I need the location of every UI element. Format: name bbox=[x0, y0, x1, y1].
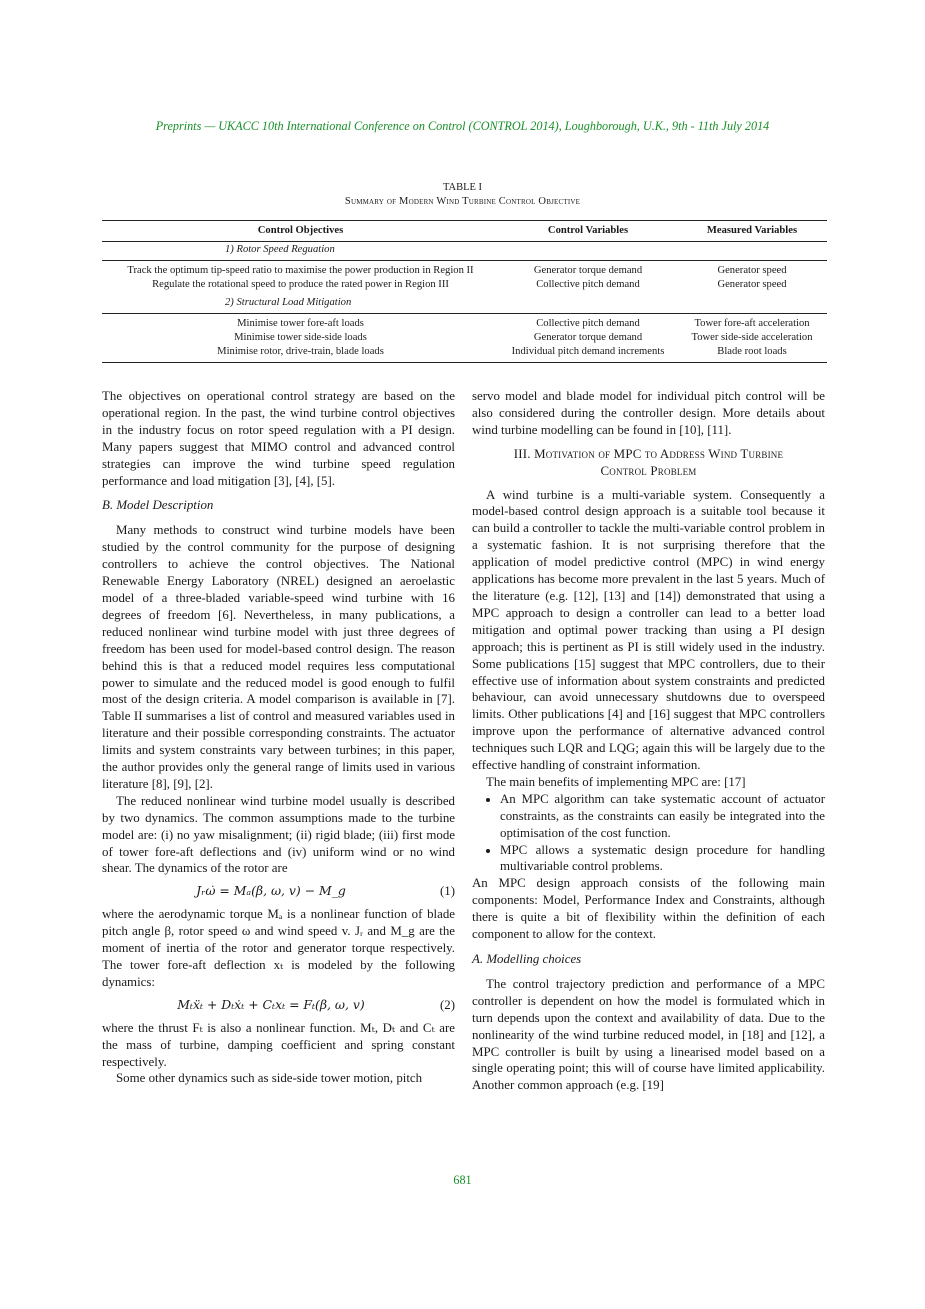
section-heading-line: III. Motivation of MPC to Address Wind Turbine bbox=[513, 446, 784, 461]
table-cell: Track the optimum tip-speed ratio to maximise the power production in Region II bbox=[127, 265, 474, 276]
paragraph: The reduced nonlinear wind turbine model usually is described by two dynamics. The common assumptions made to the turbine model are: (i) no yaw misalignment; (ii) rigid blade; (iii) first mode of tower fore-aft deflections and (iv) uniform wind or no wind shear. The dynamics of the rotor are bbox=[102, 793, 455, 876]
paragraph: An MPC design approach consists of the following main components: Model, Performance Index and Constraints, although there is quite a bit of flexibility within the definition of each component to allow for the context. bbox=[472, 876, 825, 942]
section-heading-line: Control Problem bbox=[600, 463, 697, 478]
table-title: Summary of Modern Wind Turbine Control Objective bbox=[344, 196, 581, 207]
table-label: TABLE I bbox=[442, 182, 483, 193]
subsection-heading: A. Modelling choices bbox=[472, 952, 582, 966]
paragraph: where the aerodynamic torque Mₐ is a nonlinear function of blade pitch angle β, rotor speed ω and wind speed v. Jᵣ and M_g are the moment of inertia of the rotor and generator torque respectively. The tower fore-aft deflection xₜ is modeled by the following dynamics: bbox=[102, 907, 455, 989]
paragraph: Many methods to construct wind turbine models have been studied by the control community for the purpose of designing controllers to achieve the control objectives. The National Renewable Energy Laboratory (NREL) designed an aeroelastic model of a three-bladed variable-speed wind turbine with 16 degrees of freedom [6]. Nevertheless, in many publications, a reduced nonlinear wind turbine model with just three degrees of freedom has been used for model-based control design. The reason behind this is that a reduced model requires less computational power to simulate and the reduced model is good enough to fulfil most of the design criteria. A model comparison is available in [7]. Table II summarises a list of control and measured variables used in literature and their possible corresponding constraints. The actuator limits and system constraints vary between turbines; in this paper, the author provides only the general range of limits used in various literature [8], [9], [2]. bbox=[102, 523, 455, 791]
table-row bbox=[102, 317, 827, 331]
equation-text: Jᵣω̇ = Mₐ(β, ω, v) − M_g bbox=[196, 883, 346, 899]
table-row bbox=[102, 331, 827, 345]
equation-1 bbox=[102, 883, 455, 900]
running-header: Preprints — UKACC 10th International Conference on Control (CONTROL 2014), Loughborough, U.K., 9th - 11th July 2014 bbox=[155, 119, 770, 133]
left-column bbox=[102, 388, 455, 1087]
table-cell: Tower fore-aft acceleration bbox=[694, 318, 810, 329]
table-cell: Minimise tower fore-aft loads bbox=[237, 318, 364, 329]
table-row bbox=[102, 345, 827, 359]
column-header: Control Objectives bbox=[257, 225, 344, 236]
equation-number: (1) bbox=[439, 884, 455, 899]
paragraph: The objectives on operational control strategy are based on the operational region. In the past, the wind turbine control objectives in the industry focus on rotor speed regulation with a PI design. Many papers suggest that MIMO control and advanced control strategies can improve the wind turbine speed regulation performance and load mitigation [3], [4], [5]. bbox=[102, 389, 455, 488]
paragraph: servo model and blade model for individual pitch control will be also considered during the controller design. More details about wind turbine modelling can be found in [10], [11]. bbox=[472, 389, 825, 437]
section-title-text: 1) Rotor Speed Reguation bbox=[225, 244, 335, 255]
table-cell: Tower side-side acceleration bbox=[691, 332, 813, 343]
table-section-title bbox=[102, 295, 827, 313]
table-cell: Blade root loads bbox=[717, 346, 787, 357]
table-group bbox=[102, 314, 827, 362]
objectives-table bbox=[102, 220, 827, 363]
right-column bbox=[472, 388, 825, 1094]
equation-number: (2) bbox=[439, 997, 455, 1012]
equation-text: Mₜẍₜ + Dₜẋₜ + Cₜxₜ = Fₜ(β, ω, v) bbox=[177, 996, 365, 1012]
table-cell: Regulate the rotational speed to produce the rated power in Region III bbox=[152, 279, 449, 290]
table-section-title bbox=[102, 242, 827, 260]
table-cell: Generator speed bbox=[717, 265, 787, 276]
paragraph: Some other dynamics such as side-side tower motion, pitch bbox=[116, 1071, 423, 1086]
column-header: Control Variables bbox=[547, 225, 629, 236]
table-header-row bbox=[102, 221, 827, 241]
table-cell: Generator torque demand bbox=[533, 265, 643, 276]
table-caption bbox=[0, 181, 925, 209]
paragraph: The control trajectory prediction and performance of a MPC controller is dependent on how the model is formulated which in turn depends upon the context and availability of data. Due to the nonlinearity of the wind turbine reduced model, in [18] and [12], a MPC controller is built by using a linearised model based on a single operating point; this will of course have limited applicability. Another common approach (e.g. [19] bbox=[472, 976, 825, 1093]
table-cell: Collective pitch demand bbox=[536, 318, 640, 329]
list-item: • MPC allows a systematic design procedure for handling multivariable control problems. bbox=[500, 842, 825, 876]
column-header: Measured Variables bbox=[706, 225, 798, 236]
table-row bbox=[102, 278, 827, 292]
table-cell: Collective pitch demand bbox=[536, 279, 640, 290]
table-cell: Generator speed bbox=[717, 279, 787, 290]
section-heading bbox=[472, 446, 825, 480]
table-row bbox=[102, 264, 827, 278]
page-number: 681 bbox=[453, 1173, 472, 1187]
subsection-heading: B. Model Description bbox=[102, 498, 214, 513]
table-group bbox=[102, 261, 827, 295]
table-cell: Minimise rotor, drive-train, blade loads bbox=[217, 346, 384, 357]
list-item: • An MPC algorithm can take systematic account of actuator constraints, as the constraints can easily be integrated into the optimisation of the cost function. bbox=[500, 791, 825, 842]
paragraph: A wind turbine is a multi-variable system. Consequently a model-based control design approach is a suitable tool because it can build a controller to tackle the multi-variable control problem in a systematic fashion. It is not surprising therefore that the application of model predictive control (MPC) in wind energy applications has become more prevalent in the last 5 years. Much of the literature (e.g. [12], [13] and [14]) demonstrated that using a MPC approach to design a controller can lead to a better load mitigation and optimal power tracking than using a PI design approach; this is pertinent as PI is still widely used in the industry. Some publications [15] suggest that MPC controllers, due to their effective use of information about system constraints and predicted behaviour, can avoid unnecessary shutdowns due to overspeed limits. Other publications [4] and [16] suggest that MPC controllers improve upon the performance of alternative advanced control techniques such LQR and LQG; again this will be largely due to the effective handling of constraint information. bbox=[472, 487, 825, 773]
table-cell: Minimise tower side-side loads bbox=[234, 332, 367, 343]
paragraph: The main benefits of implementing MPC are: [17] bbox=[486, 774, 746, 789]
paragraph: where the thrust Fₜ is also a nonlinear function. Mₜ, Dₜ and Cₜ are the mass of turbine, damping coefficient and spring constant respectively. bbox=[102, 1020, 455, 1069]
equation-2 bbox=[102, 997, 455, 1014]
table-bottom-rule bbox=[102, 362, 827, 363]
table-cell: Individual pitch demand increments bbox=[511, 346, 665, 357]
section-title-text: 2) Structural Load Mitigation bbox=[225, 297, 352, 308]
benefits-list bbox=[472, 791, 825, 876]
table-cell: Generator torque demand bbox=[533, 332, 643, 343]
